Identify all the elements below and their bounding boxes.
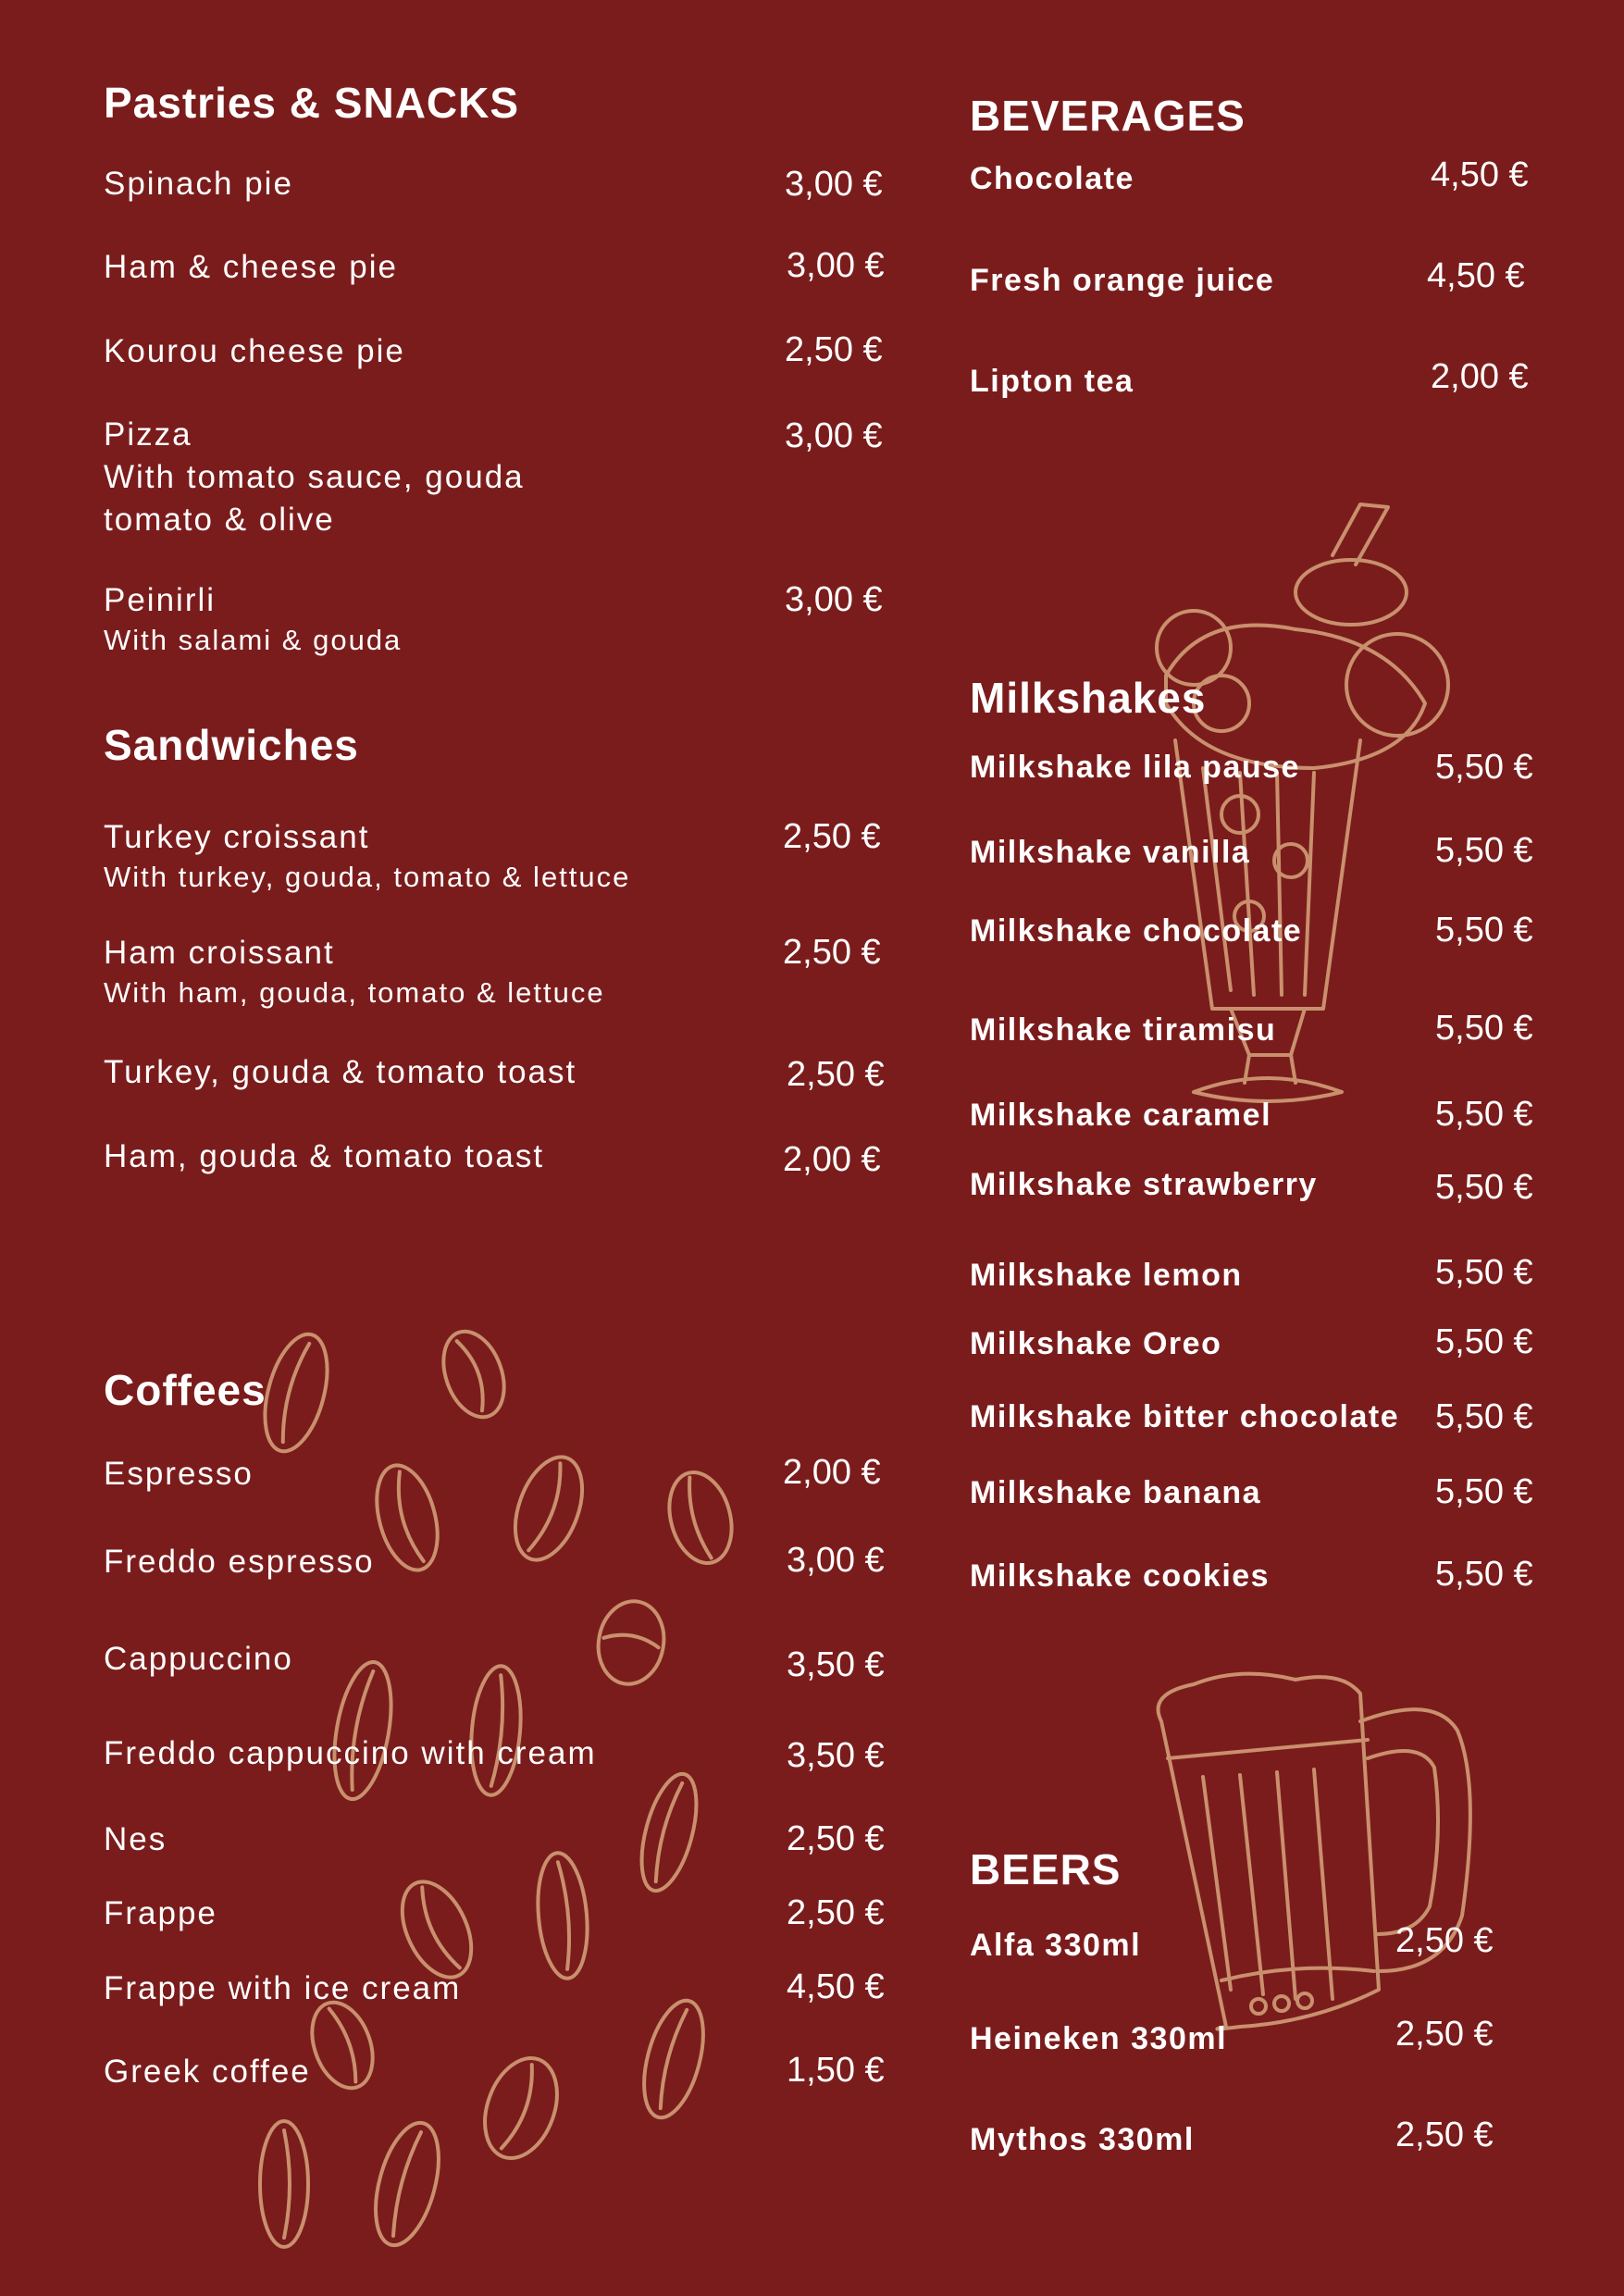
menu-item-freddo-cappuccino: Freddo cappuccino with cream [104, 1735, 597, 1771]
price: 2,50 € [783, 817, 881, 856]
menu-item-beer: Alfa 330ml [970, 1928, 1142, 1963]
menu-item-kourou-cheese-pie: Kourou cheese pie [104, 333, 405, 369]
price: 5,50 € [1435, 748, 1533, 787]
menu-item-milkshake: Milkshake strawberry [970, 1167, 1318, 1202]
price: 3,50 € [787, 1645, 885, 1684]
price: 1,50 € [787, 2051, 885, 2090]
price: 2,50 € [1395, 2015, 1494, 2054]
menu-item-milkshake: Milkshake vanilla [970, 835, 1251, 870]
price: 2,50 € [1395, 1921, 1494, 1960]
menu-item-milkshake: Milkshake bitter chocolate [970, 1399, 1400, 1434]
price: 5,50 € [1435, 1322, 1533, 1361]
menu-item-milkshake: Milkshake chocolate [970, 913, 1303, 949]
menu-item-greek-coffee: Greek coffee [104, 2054, 311, 2090]
price: 2,00 € [783, 1140, 881, 1179]
menu-item-milkshake: Milkshake caramel [970, 1098, 1272, 1133]
price: 5,50 € [1435, 1009, 1533, 1048]
price: 5,50 € [1435, 911, 1533, 949]
menu-item-ham-croissant: Ham croissant With ham, gouda, tomato & lettuce [104, 935, 605, 1009]
menu-item-ham-toast: Ham, gouda & tomato toast [104, 1138, 545, 1174]
section-title-milkshakes: Milkshakes [970, 674, 1207, 722]
menu-item-chocolate: Chocolate [970, 161, 1134, 196]
menu-item-turkey-croissant: Turkey croissant With turkey, gouda, tomato & lettuce [104, 819, 631, 893]
menu-item-milkshake: Milkshake Oreo [970, 1326, 1222, 1361]
price: 2,50 € [785, 330, 883, 369]
price: 5,50 € [1435, 1555, 1533, 1594]
price: 5,50 € [1435, 1397, 1533, 1436]
menu-item-milkshake: Milkshake lemon [970, 1258, 1243, 1293]
menu-item-spinach-pie: Spinach pie [104, 166, 293, 202]
price: 2,50 € [783, 933, 881, 972]
price: 5,50 € [1435, 831, 1533, 870]
price: 5,50 € [1435, 1472, 1533, 1511]
price: 2,00 € [783, 1453, 881, 1492]
section-title-sandwiches: Sandwiches [104, 721, 359, 769]
menu-item-freddo-espresso: Freddo espresso [104, 1544, 375, 1580]
price: 3,00 € [785, 165, 883, 204]
beer-mug-icon [1159, 1674, 1470, 2029]
price: 2,00 € [1431, 357, 1529, 396]
price: 5,50 € [1435, 1168, 1533, 1207]
menu-item-ham-cheese-pie: Ham & cheese pie [104, 249, 398, 285]
menu-item-turkey-toast: Turkey, gouda & tomato toast [104, 1054, 577, 1090]
price: 5,50 € [1435, 1253, 1533, 1292]
price: 2,50 € [787, 1055, 885, 1094]
menu-item-cappuccino: Cappuccino [104, 1641, 293, 1677]
price: 3,50 € [787, 1736, 885, 1775]
menu-item-lipton-tea: Lipton tea [970, 364, 1134, 399]
menu-item-milkshake: Milkshake cookies [970, 1558, 1271, 1594]
price: 4,50 € [1427, 256, 1525, 295]
price: 3,00 € [787, 246, 885, 285]
section-title-beverages: BEVERAGES [970, 92, 1246, 140]
price: 3,00 € [785, 416, 883, 455]
menu-item-beer: Mythos 330ml [970, 2122, 1195, 2157]
menu-item-pizza: Pizza With tomato sauce, gouda tomato & olive [104, 416, 525, 538]
price: 3,00 € [787, 1541, 885, 1580]
menu-item-peinirli: Peinirli With salami & gouda [104, 582, 403, 656]
price: 4,50 € [787, 1967, 885, 2006]
menu-item-fresh-orange-juice: Fresh orange juice [970, 263, 1275, 298]
menu-item-frappe: Frappe [104, 1895, 217, 1931]
menu-item-frappe-ice-cream: Frappe with ice cream [104, 1970, 462, 2006]
menu-item-beer: Heineken 330ml [970, 2021, 1228, 2056]
section-title-pastries: Pastries & SNACKS [104, 79, 520, 127]
menu-item-milkshake: Milkshake banana [970, 1475, 1262, 1510]
price: 5,50 € [1435, 1095, 1533, 1134]
menu-item-espresso: Espresso [104, 1456, 254, 1492]
section-title-beers: BEERS [970, 1845, 1122, 1893]
price: 4,50 € [1431, 155, 1529, 194]
price: 2,50 € [787, 1819, 885, 1858]
price: 3,00 € [785, 580, 883, 619]
price: 2,50 € [1395, 2116, 1494, 2154]
price: 2,50 € [787, 1893, 885, 1932]
section-title-coffees: Coffees [104, 1366, 267, 1414]
menu-item-nes: Nes [104, 1821, 167, 1857]
menu-item-milkshake: Milkshake lila pause [970, 750, 1300, 785]
menu-item-milkshake: Milkshake tiramisu [970, 1012, 1277, 1048]
coffee-bean-icon [254, 1323, 741, 2253]
